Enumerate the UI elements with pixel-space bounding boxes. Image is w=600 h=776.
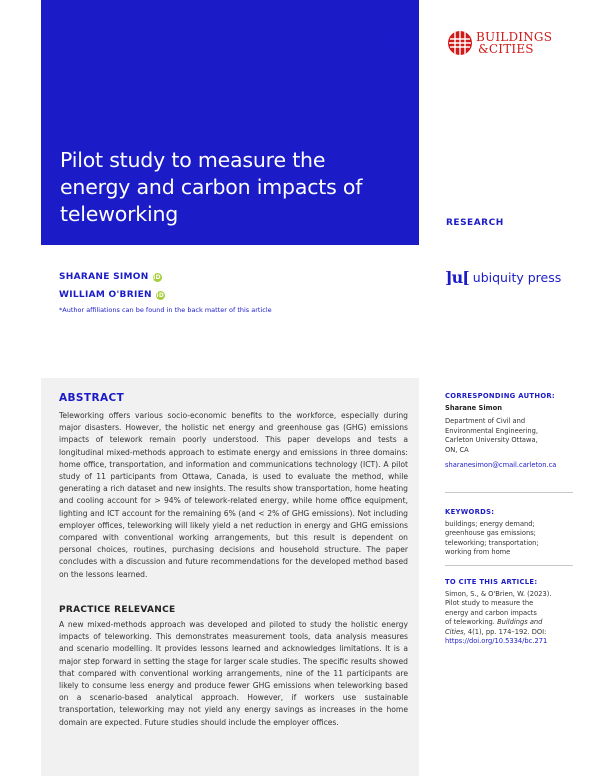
globe-logo-icon [447,30,473,56]
keywords-line: working from home [445,548,511,556]
author-item[interactable] [59,268,165,286]
journal-logo-text [476,31,552,55]
publisher-name: ubiquity press [472,270,562,285]
corresponding-dept-line2: Environmental Engineering, [445,426,539,435]
abstract-text: Teleworking offers various socio-economic benefits to the workforce, especially during major disasters. However, the holistic net energy and greenhouse gas (GHG) emissions impacts of telework remain poorly understood. This paper develops and tests a longitudinal mixed-methods approach to estimate energy and emissions in three domains: home office, transportation, and information and communications technology (ICT). A pilot study of 11 participants from Ottawa, Canada, is used to evaluate the method, while generating a rich dataset and new insights. The results show transportation, home heating and cooling account for > 94% of telework-related energy, while home office equipment, lighting and ICT account for the remaining 6% (and < 2% of GHG emissions). Not including employer offices, teleworking will likely yield a net reduction in energy and GHG emissions compared with conventional working arrangements, but this result is dependent on personal choices, routines, purchasing decisions and household structure. The paper concludes with a discussion and future recommendations for the developed method based on the lessons learned. [59,411,408,579]
journal-logo-line1: BUILDINGS [476,30,553,44]
author-list [59,268,165,304]
citation-line [445,618,565,628]
practice-relevance-heading: PRACTICE RELEVANCE [59,605,176,615]
corresponding-author-name: Sharane Simon [445,403,502,412]
divider [445,565,573,566]
citation-journal-end: Cities, [445,627,466,636]
corresponding-email-link[interactable]: sharanesimon@cmail.carleton.ca [445,461,557,469]
abstract-heading: ABSTRACT [59,392,125,404]
author-name: SHARANE SIMON [59,272,149,282]
keywords-line: greenhouse gas emissions; [445,529,536,537]
keywords-block [445,508,565,558]
article-title: Pilot study to measure the energy and carbon impacts of teleworking [60,148,363,226]
keywords-line: teleworking; transportation; [445,538,539,547]
publisher-logo[interactable] [445,268,561,287]
orcid-icon[interactable]: iD [156,291,165,299]
author-name: WILLIAM O'BRIEN [59,290,152,300]
corresponding-author-heading: CORRESPONDING AUTHOR: [445,392,555,400]
corresponding-author-block [445,392,565,471]
citation-journal: Buildings and [497,618,543,626]
publisher-mark: ]u[ [445,268,469,287]
citation-block [445,578,565,647]
journal-logo-line2: &CITIES [478,42,534,56]
corresponding-location: ON, CA [445,445,469,454]
section-label: RESEARCH [446,218,504,228]
journal-logo[interactable] [447,30,552,56]
citation-line [445,628,565,638]
citation-line: Simon, S., & O'Brien, W. (2023). [445,589,552,598]
orcid-icon[interactable]: iD [153,273,161,281]
title-block [41,0,419,245]
practice-relevance-text: A new mixed-methods approach was developed and piloted to study the holistic energy impacts of teleworking. This demonstrates measurement tools, data analysis measures and scenario modelling. It provides lessons learned and acknowledges limitations. It is a major step forward in setting the stage for larger scale studies. The specific results showed that compared with conventional working arrangements, nine of the 11 participants are likely to consume less energy and produce fewer GHG emissions when teleworking based on a scenario-based analytical approach. However, if workers use sustainable transportation, teleworking may not yield any energy savings as increases in the home domain are expected. Future studies should include the employer offices. [59,620,408,727]
keywords-heading: KEYWORDS: [445,508,495,516]
citation-volume: 4(1), pp. 174–192. DOI: [467,627,547,636]
open-access-icon [381,28,407,68]
citation-title-end: of teleworking. [445,618,495,626]
affiliation-note: *Author affiliations can be found in the back matter of this article [59,306,272,314]
author-item[interactable] [59,286,165,304]
citation-line: energy and carbon impacts [445,608,537,617]
citation-heading: TO CITE THIS ARTICLE: [445,578,538,586]
keywords-line: buildings; energy demand; [445,519,535,528]
divider [445,492,573,493]
citation-doi-link[interactable]: https://doi.org/10.5334/bc.271 [445,637,548,645]
corresponding-university: Carleton University Ottawa, [445,436,538,444]
abstract-box [41,378,419,776]
corresponding-dept-line1: Department of Civil and [445,417,526,425]
citation-line: Pilot study to measure the [445,599,534,607]
